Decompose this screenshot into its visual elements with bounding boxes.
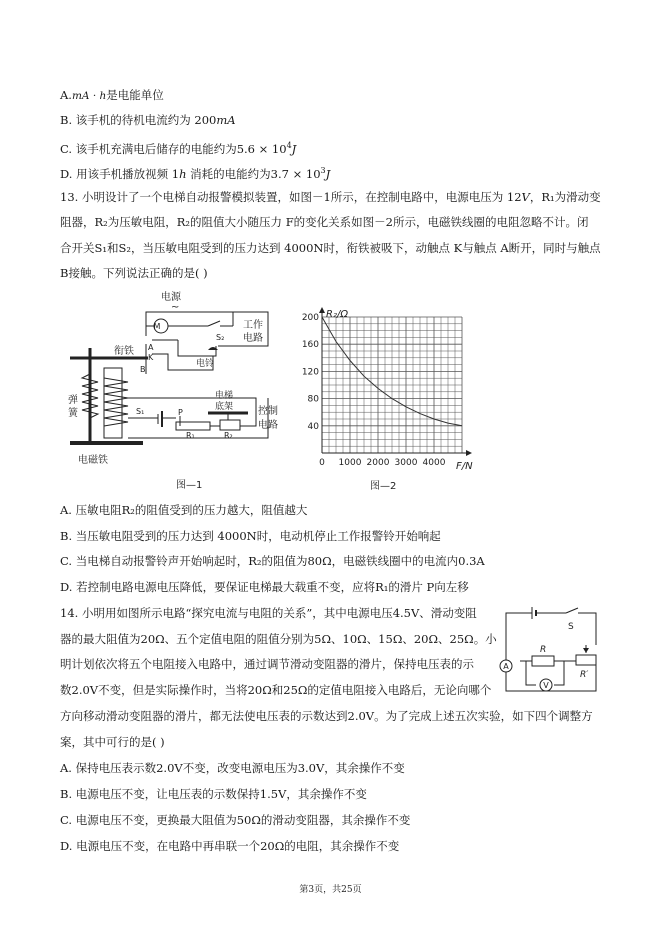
fig1-label-tilde: ~ xyxy=(171,302,180,313)
q13-option-a: A. 压敏电阻R₂的阻值受到的压力越大，阻值越大 xyxy=(60,503,308,517)
q14-stem-line6: 案，其中可行的是( ) xyxy=(60,735,165,749)
y-tick-label: 120 xyxy=(301,367,319,378)
fig3-label-rp: R′ xyxy=(580,670,589,680)
x-tick-label: 1000 xyxy=(338,458,362,468)
y-tick-label: 40 xyxy=(307,421,319,432)
q14-option-c: C. 电源电压不变，更换最大阻值为50Ω的滑动变阻器，其余操作不变 xyxy=(60,813,411,827)
chart-ylabel: R₂/Ω xyxy=(326,309,348,320)
fig1-label-s1: S₁ xyxy=(136,407,145,416)
y-tick-label: 200 xyxy=(301,313,319,323)
chart-grid xyxy=(322,317,462,453)
fig1-label-work1: 工作 xyxy=(243,320,263,331)
x-tick-label: 4000 xyxy=(422,458,446,468)
q14-option-a: A. 保持电压表示数2.0V不变，改变电源电压为3.0V，其余操作不变 xyxy=(60,761,405,775)
q14-stem-line2: 器的最大阻值为20Ω、五个定值电阻的阻值分别为5Ω、10Ω、15Ω、20Ω、25Ω。小 xyxy=(60,632,497,646)
x-axis-arrow-icon xyxy=(466,450,472,456)
q14-stem-line5: 方向移动滑动变阻器的滑片，都无法使电压表的示数达到2.0V。为了完成上述五次实验，如下四个调整方 xyxy=(60,709,593,723)
fig1-label-magnet: 电磁铁 xyxy=(78,455,108,466)
y-axis-arrow-icon xyxy=(319,307,325,313)
fig1-label-power: 电源 xyxy=(161,292,181,303)
fig1-label-b: B xyxy=(140,365,146,374)
q13-stem-line1: 13. 小明设计了一个电梯自动报警模拟装置，如图－1所示，在控制电路中，电源电压为 12V，R₁为滑动变 xyxy=(60,190,601,204)
q12-option-c: C. 该手机充满电后储存的电能约为$5.6 \times 10^4J$ xyxy=(60,141,297,156)
fig3-label-v: V xyxy=(543,681,549,690)
q13-stem-line3: 合开关S₁和S₂，当压敏电阻受到的压力达到 4000N时，衔铁被吸下，动触点 K与触点 A断开，同时与触点 xyxy=(60,241,601,255)
fig3-label-r: R xyxy=(540,645,547,655)
fig1-label-elevator1: 电梯 xyxy=(215,391,234,401)
fig1-label-work2: 电路 xyxy=(243,333,263,344)
fig1-label-control2: 电路 xyxy=(258,420,278,431)
slider-arrow-icon xyxy=(583,648,589,653)
x-tick-label: 0 xyxy=(319,458,325,468)
fig2-caption: 图—2 xyxy=(370,481,397,492)
x-tick-label: 3000 xyxy=(394,458,418,468)
q13-option-b: B. 当压敏电阻受到的压力达到 4000N时，电动机停止工作报警铃开始响起 xyxy=(60,529,441,543)
fig1-label-r1: R₁ xyxy=(186,431,195,440)
q14-stem-line4: 数2.0V不变，但是实际操作时，当将20Ω和25Ω的定值电阻接入电路后，无论向哪个 xyxy=(60,683,492,697)
q13-stem-line2: 阻器，R₂为压敏电阻，R₂的阻值大小随压力 F的变化关系如图－2所示，电磁铁线圈的电阻忽略不计。闭 xyxy=(60,215,589,229)
fig1-label-elevator2: 底架 xyxy=(215,402,234,412)
fig1-label-p: P xyxy=(178,408,183,417)
q14-stem-line1: 14. 小明用如图所示电路“探究电流与电阻的关系”，其中电源电压4.5V、滑动变阻 xyxy=(60,606,477,620)
fig1-label-a: A xyxy=(148,343,154,352)
y-tick-label: 80 xyxy=(307,394,319,405)
q12-option-d: D. 用该手机播放视频 1h 消耗的电能约为$3.7 \times 10^3J$ xyxy=(60,166,331,181)
fig1-label-s2: S₂ xyxy=(216,333,225,342)
page-footer: 第3页，共25页 xyxy=(299,885,362,895)
fig3-label-s: S xyxy=(568,622,574,632)
fig1-label-armature: 衔铁 xyxy=(114,346,134,357)
fig1-label-control1: 控制 xyxy=(258,406,278,417)
q13-stem-line4: B接触。下列说法正确的是( ) xyxy=(60,266,208,280)
q13-option-c: C. 当电梯自动报警铃声开始响起时，R₂的阻值为80Ω，电磁铁线圈中的电流内0.3A xyxy=(60,554,485,568)
q14-stem-line3: 明计划依次将五个电阻接入电路中，通过调节滑动变阻器的滑片，保持电压表的示 xyxy=(60,657,474,671)
q12-option-b: B. 该手机的待机电流约为 200mA xyxy=(60,113,236,127)
fig1-label-bell: 电铃 xyxy=(196,359,215,369)
fig1-label-r2: R₂ xyxy=(224,431,233,440)
figure-3-circuit xyxy=(496,605,606,697)
q12-option-a: A.mA · h是电能单位 xyxy=(60,88,164,102)
fig1-label-k: K xyxy=(148,353,154,362)
fig1-caption: 图—1 xyxy=(176,480,203,491)
figure-2-chart xyxy=(296,305,481,495)
y-tick-label: 160 xyxy=(301,340,319,351)
fig1-label-spring1: 弹 xyxy=(68,395,78,406)
q13-option-d: D. 若控制电路电源电压降低，要保证电梯最大载重不变，应将R₁的滑片 P向左移 xyxy=(60,580,469,594)
figure-1-circuit xyxy=(68,288,293,493)
fig1-label-m: M xyxy=(153,322,161,331)
x-tick-label: 2000 xyxy=(366,458,390,468)
fig3-label-a: A xyxy=(503,662,509,671)
fig1-label-spring2: 簧 xyxy=(68,408,78,419)
chart-xlabel: F/N xyxy=(456,461,473,472)
q14-option-d: D. 电源电压不变，在电路中再串联一个20Ω的电阻，其余操作不变 xyxy=(60,839,400,853)
q14-option-b: B. 电源电压不变，让电压表的示数保持1.5V，其余操作不变 xyxy=(60,787,367,801)
